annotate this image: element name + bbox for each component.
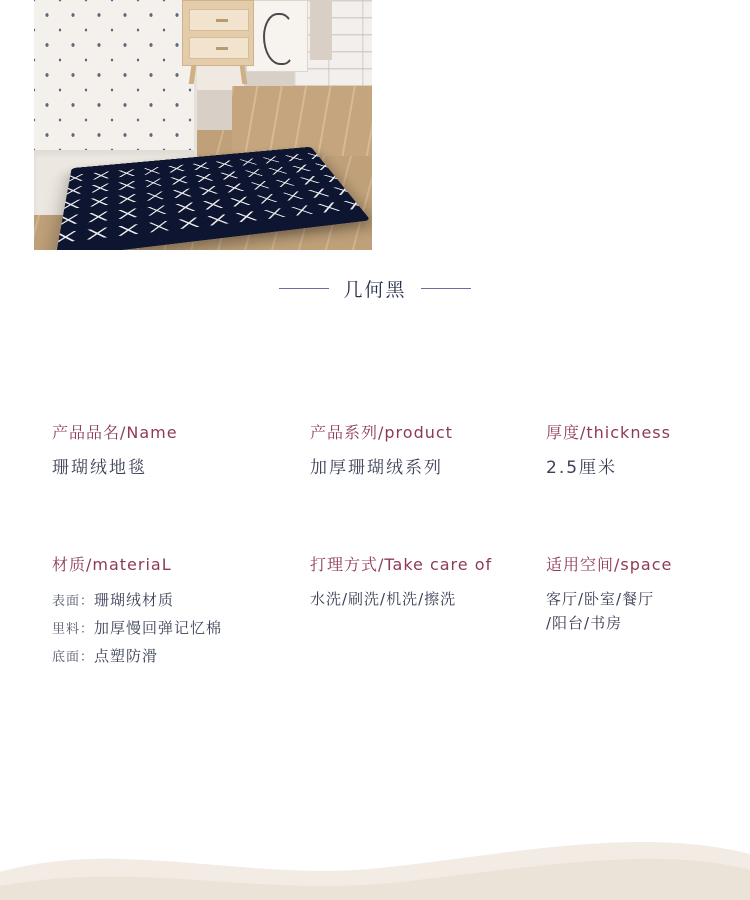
spec-cell-material <box>52 552 310 670</box>
wall-art-frame <box>246 0 308 72</box>
wood-floor-upper <box>232 86 372 156</box>
spec-value-space-line1: 客厅/卧室/餐厅 <box>546 590 655 609</box>
spec-table <box>52 420 702 670</box>
variant-divider <box>0 275 750 302</box>
spec-material-filling-key: 里料： <box>52 621 95 637</box>
drawer-handle <box>216 47 228 50</box>
spec-material-surface-key: 表面： <box>52 594 95 610</box>
spec-cell-name <box>52 420 310 482</box>
nightstand-drawer-top <box>189 9 249 31</box>
wall-art-secondary <box>310 0 332 60</box>
spec-cell-thickness <box>546 420 702 482</box>
spec-material-surface-value: 珊瑚绒材质 <box>94 591 175 610</box>
spec-label-space: 适用空间/space <box>546 555 673 575</box>
nightstand-drawer-bottom <box>189 37 249 59</box>
spec-label-thickness: 厚度/thickness <box>546 423 671 442</box>
nightstand <box>182 0 254 66</box>
spec-label-product-series: 产品系列/product <box>310 423 453 442</box>
spec-material-backing-key: 底面： <box>52 649 95 665</box>
divider-rule-left <box>279 288 329 289</box>
spec-material-filling <box>52 615 310 643</box>
drawer-handle <box>216 19 228 22</box>
product-hero-image <box>34 0 372 250</box>
spec-value-product-series: 加厚珊瑚绒系列 <box>310 458 443 478</box>
spec-label-name: 产品品名/Name <box>52 423 178 442</box>
spec-cell-space <box>546 552 702 670</box>
divider-rule-right <box>421 288 471 289</box>
spec-label-care: 打理方式/Take care of <box>310 555 493 575</box>
spec-cell-product-series <box>310 420 546 482</box>
spec-value-thickness: 2.5厘米 <box>546 458 618 478</box>
spec-material-backing-value: 点塑防滑 <box>94 646 159 665</box>
spec-label-material: 材质/materiaL <box>52 555 172 575</box>
spec-material-backing <box>52 643 310 671</box>
spec-value-care: 水洗/刷洗/机洗/擦洗 <box>310 590 457 609</box>
spec-row-2 <box>52 552 702 670</box>
spec-cell-care <box>310 552 546 670</box>
spec-material-filling-value: 加厚慢回弹记忆棉 <box>94 618 223 637</box>
spec-value-name: 珊瑚绒地毯 <box>52 458 147 478</box>
spec-material-surface <box>52 587 310 615</box>
bottom-wave-decoration <box>0 820 750 900</box>
room-scene <box>34 0 372 250</box>
spec-row-1 <box>52 420 702 482</box>
nightstand-legs <box>186 66 250 84</box>
spec-value-space-line2: /阳台/书房 <box>546 614 623 633</box>
variant-name: 几何黑 <box>343 279 407 301</box>
